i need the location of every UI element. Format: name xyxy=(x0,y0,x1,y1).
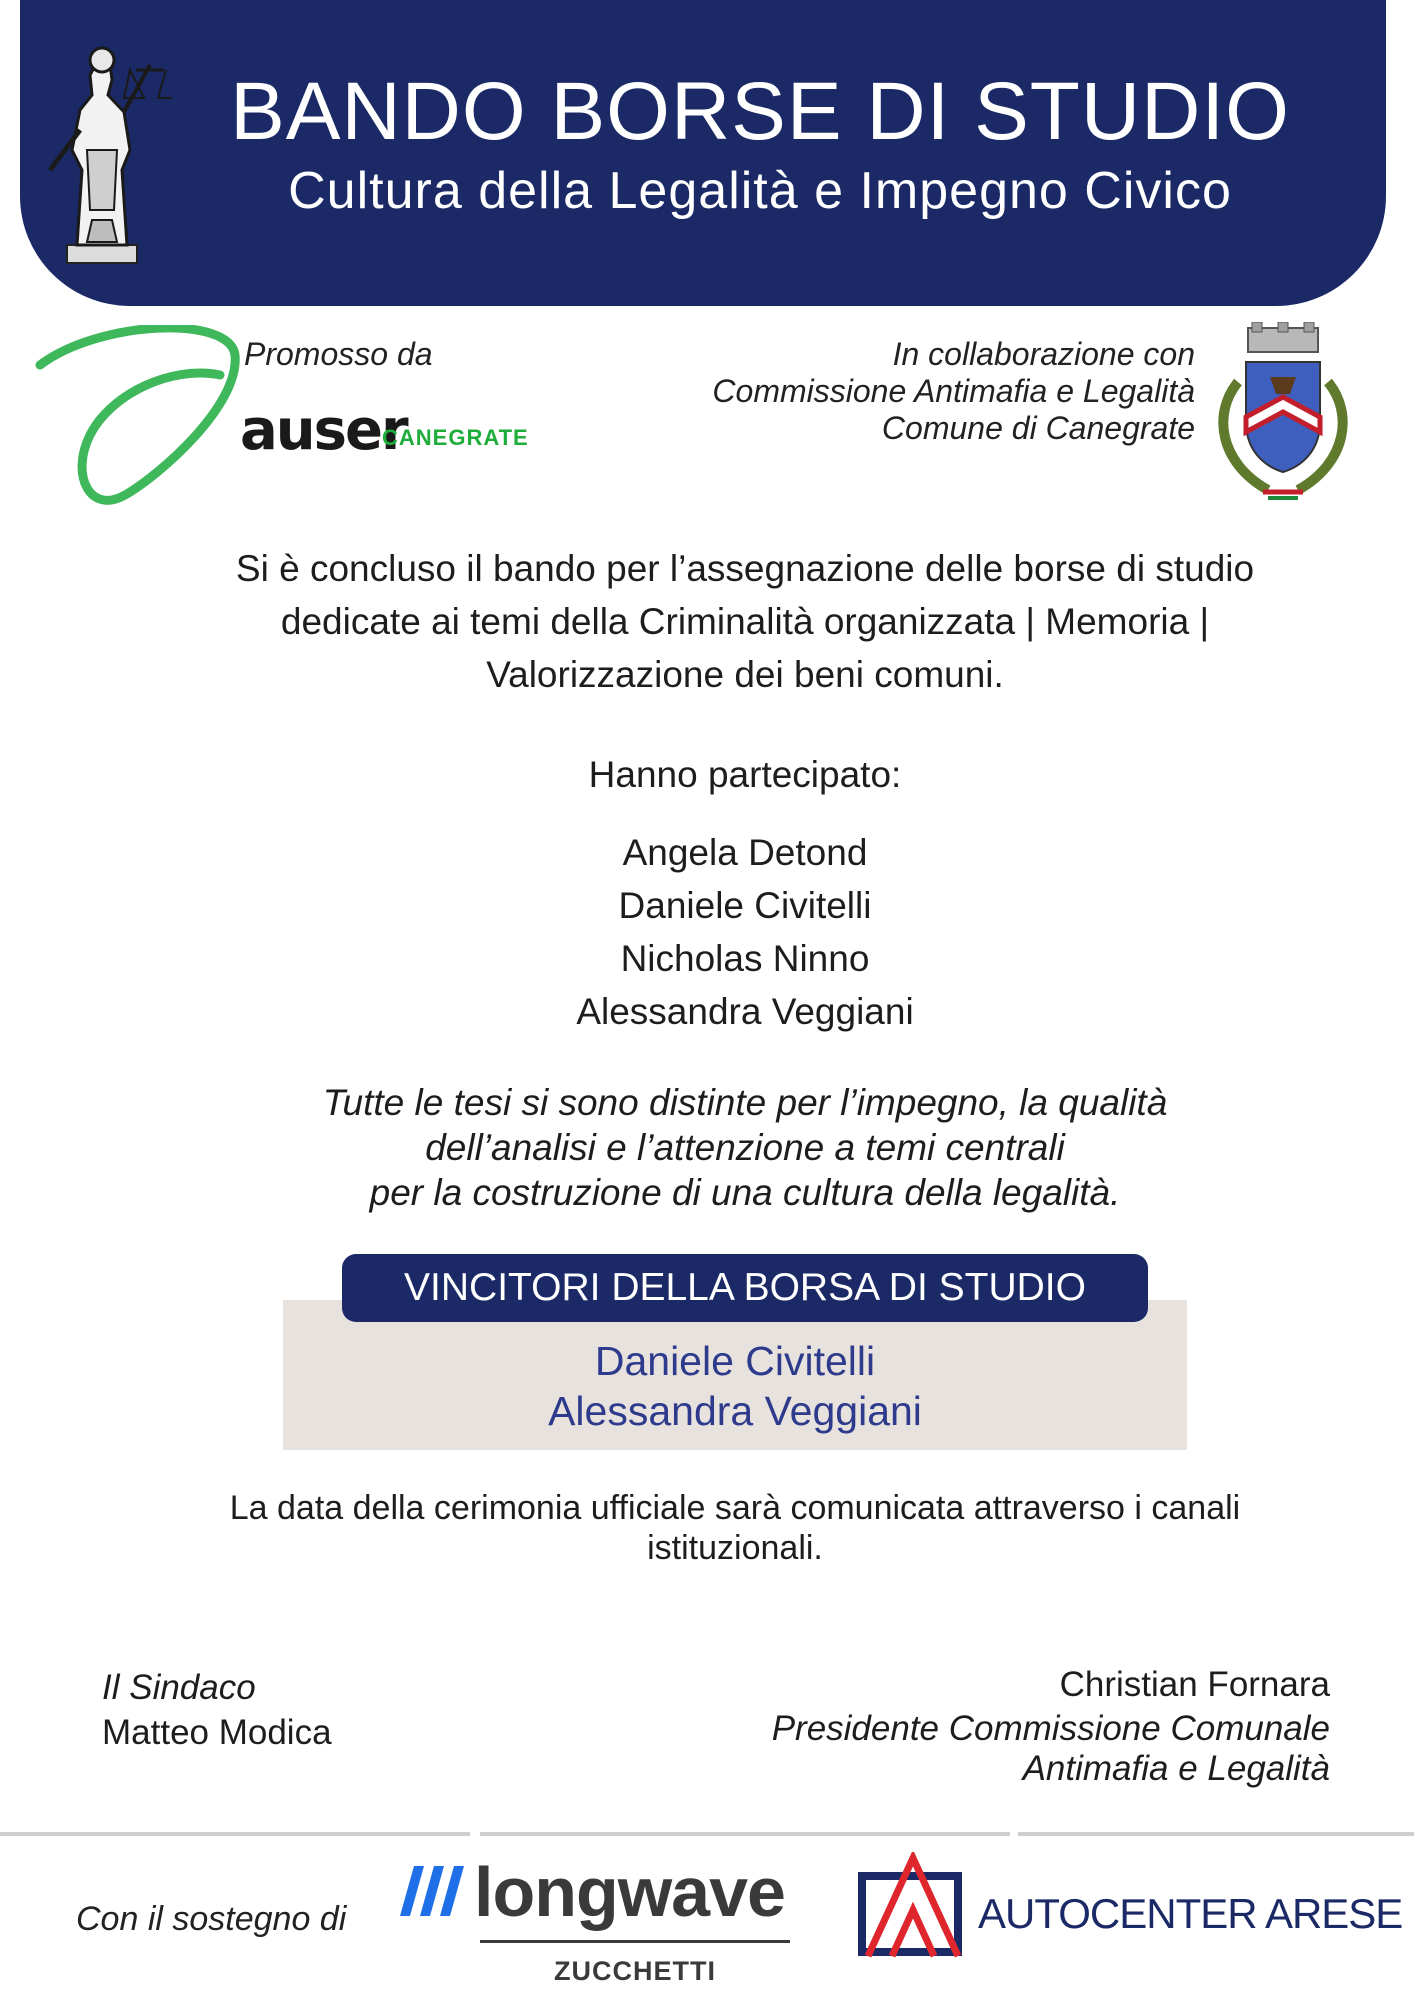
quote-line: per la costruzione di una cultura della legalità. xyxy=(369,1172,1121,1213)
participant-name: Angela Detond xyxy=(622,832,868,873)
collaboration-line: Comune di Canegrate xyxy=(881,410,1195,446)
longwave-logo-rule xyxy=(480,1940,790,1943)
quote-line: Tutte le tesi si sono distinte per l’impegno, la qualità xyxy=(322,1082,1168,1123)
president-signature xyxy=(600,1665,1330,1789)
collaboration-line: In collaborazione con xyxy=(892,336,1195,372)
quote-line: dell’analisi e l’attenzione a temi centrali xyxy=(425,1127,1065,1168)
evaluation-quote xyxy=(130,1080,1360,1215)
ceremony-notice xyxy=(130,1488,1340,1568)
page-subtitle: Cultura della Legalità e Impegno Civico xyxy=(288,162,1232,220)
support-label: Con il sostegno di xyxy=(76,1900,347,1938)
mayor-signature xyxy=(102,1665,332,1755)
auser-logo-subtext: CANEGRATE xyxy=(382,425,529,450)
justice-statue-icon xyxy=(32,20,172,270)
president-name: Christian Fornara xyxy=(1059,1665,1330,1704)
intro-line: dedicate ai temi della Criminalità organizzata | Memoria | xyxy=(280,601,1210,642)
promoted-by-label: Promosso da xyxy=(244,336,433,372)
winner-name: Daniele Civitelli xyxy=(594,1338,876,1384)
president-role-line: Antimafia e Legalità xyxy=(1022,1749,1330,1788)
footer-divider xyxy=(0,1832,470,1836)
collaboration-block xyxy=(620,336,1195,447)
footer-divider xyxy=(1018,1832,1414,1836)
page-title: BANDO BORSE DI STUDIO xyxy=(230,66,1290,157)
longwave-logo-subtext: ZUCCHETTI xyxy=(554,1956,716,1986)
autocenter-logo-icon xyxy=(858,1852,974,1962)
winners-list xyxy=(283,1336,1187,1436)
collaboration-line: Commissione Antimafia e Legalità xyxy=(712,373,1195,409)
mayor-role: Il Sindaco xyxy=(102,1668,256,1707)
ceremony-line: istituzionali. xyxy=(647,1529,823,1567)
winners-title-badge: VINCITORI DELLA BORSA DI STUDIO xyxy=(342,1254,1148,1322)
president-role-line: Presidente Commissione Comunale xyxy=(771,1709,1330,1748)
auser-logo-text: auser xyxy=(240,398,407,463)
winner-name: Alessandra Veggiani xyxy=(548,1388,922,1434)
mayor-name: Matteo Modica xyxy=(102,1713,332,1752)
autocenter-logo-text: AUTOCENTER ARESE xyxy=(978,1890,1403,1937)
intro-line: Valorizzazione dei beni comuni. xyxy=(486,654,1004,695)
canegrate-coat-of-arms-icon xyxy=(1208,322,1358,510)
longwave-logo-icon xyxy=(400,1862,470,1920)
intro-paragraph xyxy=(130,542,1360,701)
ceremony-line: La data della cerimonia ufficiale sarà comunicata attraverso i canali xyxy=(229,1489,1241,1527)
footer-divider xyxy=(480,1832,1010,1836)
participants-list xyxy=(130,826,1360,1038)
auser-swoosh-icon xyxy=(30,325,250,505)
longwave-logo-text: longwave xyxy=(474,1853,785,1931)
participants-label: Hanno partecipato: xyxy=(588,754,902,795)
participant-name: Daniele Civitelli xyxy=(618,885,872,926)
intro-line: Si è concluso il bando per l’assegnazione delle borse di studio xyxy=(235,548,1255,589)
participant-name: Nicholas Ninno xyxy=(620,938,870,979)
participant-name: Alessandra Veggiani xyxy=(576,991,914,1032)
